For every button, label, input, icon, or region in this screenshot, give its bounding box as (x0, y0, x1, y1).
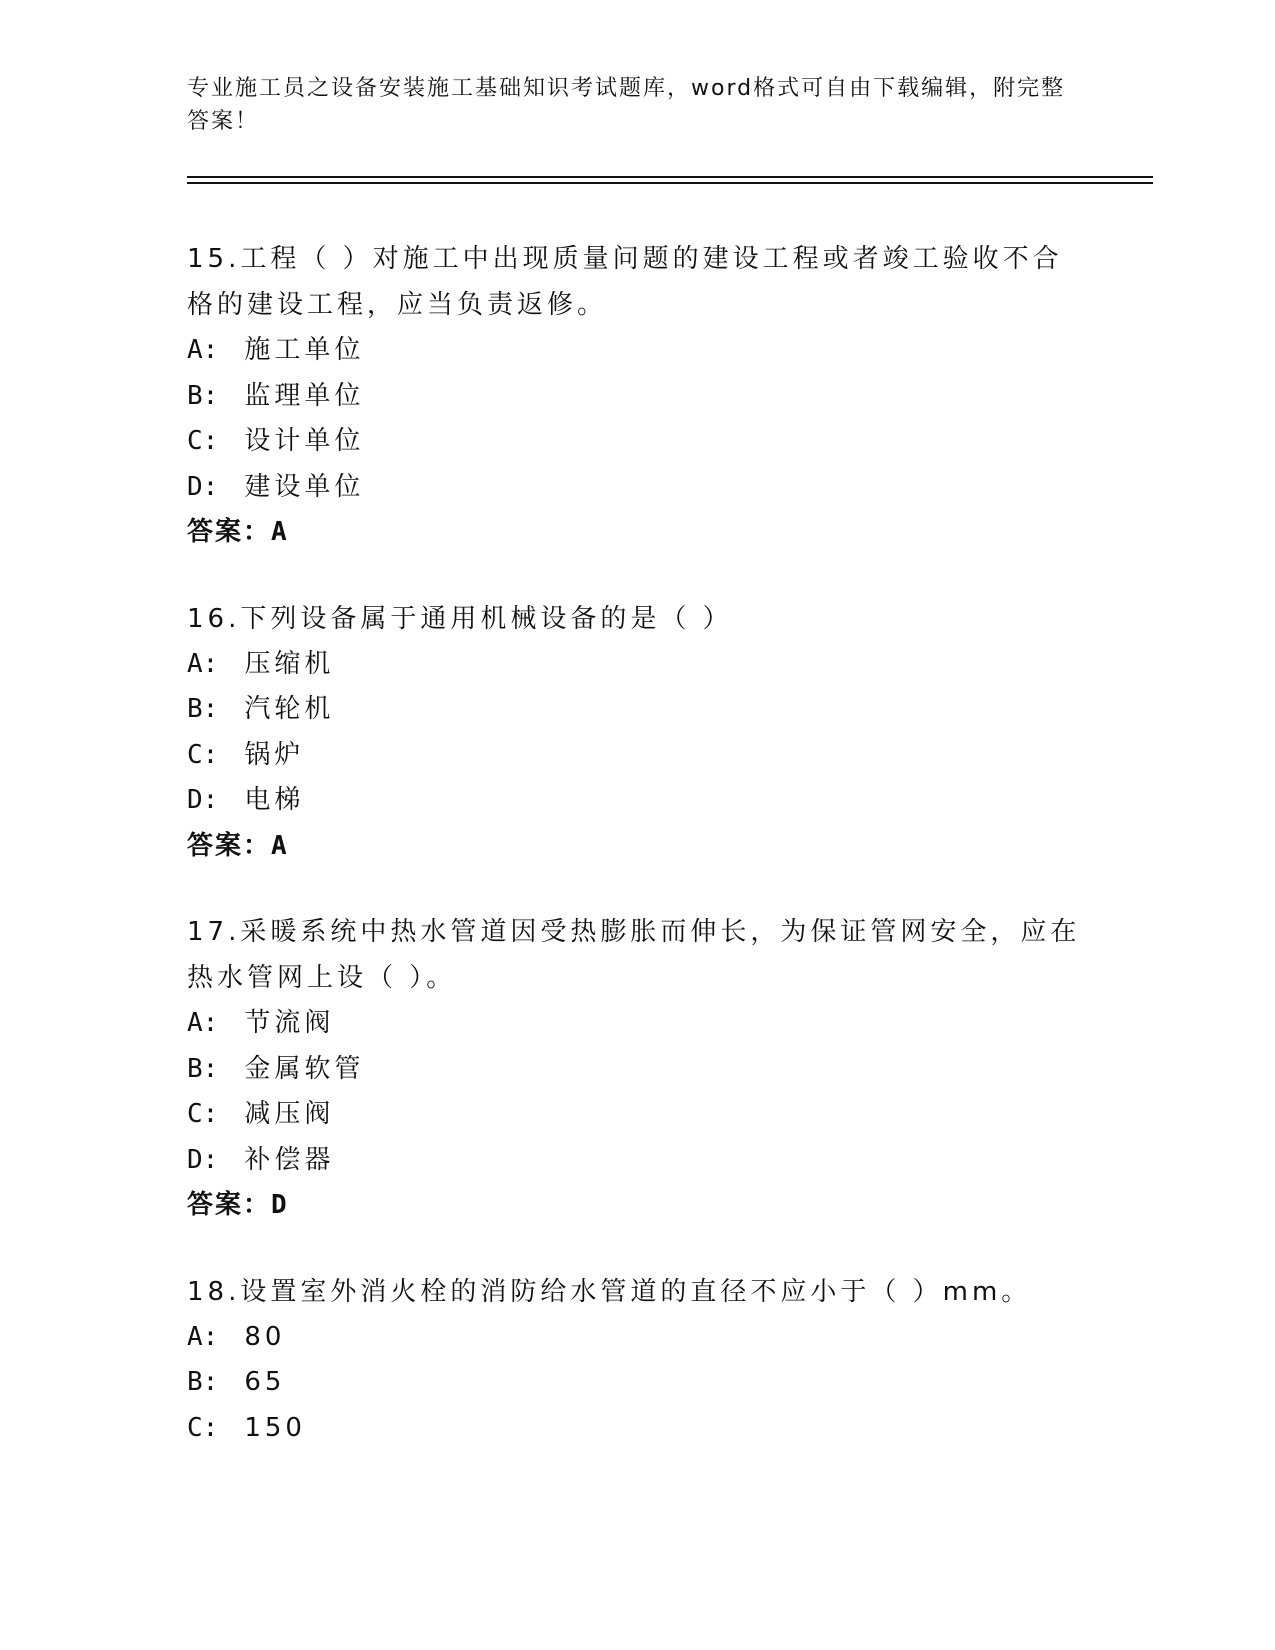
option-d (187, 778, 1087, 824)
option-b (187, 687, 1087, 733)
option-letter: A: (187, 1008, 219, 1038)
answer-line (187, 824, 1087, 870)
option-letter: C: (187, 739, 219, 770)
option-a (187, 1001, 1087, 1047)
option-a (187, 1315, 1087, 1361)
answer-value: D (271, 1190, 289, 1220)
option-letter: D: (187, 1144, 219, 1175)
option-b (187, 374, 1087, 420)
option-text: 监理单位 (244, 380, 365, 411)
option-text: 80 (244, 1321, 286, 1352)
question-15 (187, 236, 1087, 556)
header-divider-top (187, 176, 1153, 178)
option-c (187, 1406, 1087, 1452)
option-letter: C: (187, 1099, 219, 1129)
option-letter: A: (187, 648, 219, 679)
header-divider-bottom (187, 182, 1153, 184)
option-letter: C: (187, 1412, 219, 1443)
option-letter: D: (187, 471, 219, 502)
answer-line (187, 1183, 1087, 1229)
answer-line (187, 510, 1087, 556)
option-letter: A: (187, 1321, 219, 1352)
option-text: 建设单位 (244, 471, 365, 502)
option-text: 金属软管 (244, 1053, 365, 1084)
question-stem: 18.设置室外消火栓的消防给水管道的直径不应小于（ ）mm。 (187, 1276, 1032, 1307)
answer-label: 答案： (187, 517, 272, 547)
question-18 (187, 1269, 1087, 1452)
option-c (187, 733, 1087, 779)
option-b (187, 1047, 1087, 1093)
option-a (187, 642, 1087, 688)
option-a (187, 328, 1087, 374)
option-b (187, 1360, 1087, 1406)
option-letter: B: (187, 694, 219, 724)
option-text: 压缩机 (244, 648, 335, 679)
option-letter: C: (187, 426, 219, 456)
option-text: 减压阀 (244, 1099, 335, 1129)
answer-label: 答案： (187, 1190, 272, 1220)
question-list (187, 236, 1087, 1491)
option-letter: A: (187, 335, 219, 365)
option-letter: D: (187, 785, 219, 815)
answer-value: A (271, 830, 289, 861)
option-c (187, 419, 1087, 465)
option-letter: B: (187, 380, 219, 411)
option-c (187, 1092, 1087, 1138)
question-16 (187, 596, 1087, 870)
question-stem: 16.下列设备属于通用机械设备的是（ ） (187, 603, 733, 634)
option-letter: B: (187, 1367, 219, 1397)
question-17 (187, 909, 1087, 1229)
option-text: 锅炉 (244, 739, 305, 770)
option-letter: B: (187, 1053, 219, 1084)
option-text: 设计单位 (244, 426, 365, 456)
option-text: 节流阀 (244, 1008, 335, 1038)
option-d (187, 465, 1087, 511)
option-text: 汽轮机 (244, 694, 335, 724)
option-text: 补偿器 (244, 1144, 335, 1175)
option-d (187, 1138, 1087, 1184)
option-text: 施工单位 (244, 335, 365, 365)
document-header-description: 专业施工员之设备安装施工基础知识考试题库，word格式可自由下载编辑，附完整答案！ (187, 76, 1066, 134)
question-stem: 15.工程（ ）对施工中出现质量问题的建设工程或者竣工验收不合格的建设工程，应当负责返修。 (187, 244, 1063, 320)
question-stem: 17.采暖系统中热水管道因受热膨胀而伸长，为保证管网安全，应在热水管网上设（ ）。 (187, 917, 1081, 993)
option-text: 电梯 (244, 785, 305, 815)
answer-label: 答案： (187, 830, 272, 861)
option-text: 65 (244, 1367, 286, 1397)
answer-value: A (271, 517, 289, 547)
option-text: 150 (244, 1412, 306, 1443)
